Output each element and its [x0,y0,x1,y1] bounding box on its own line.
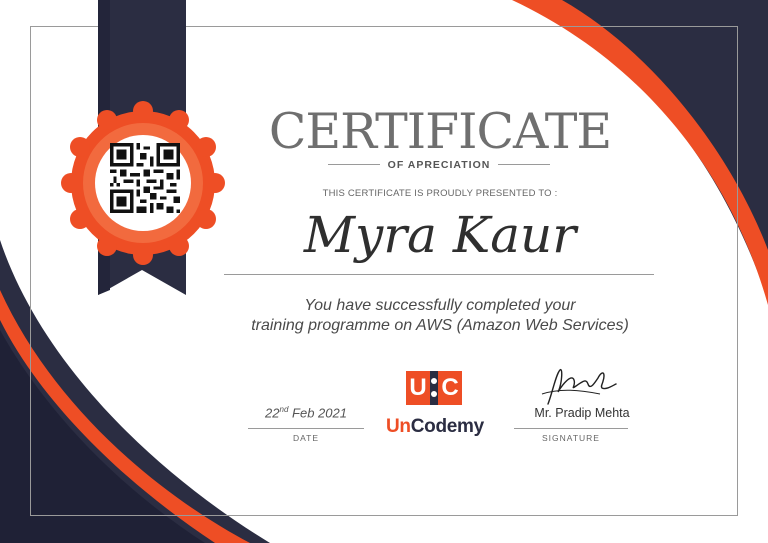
brand-un: Un [386,416,411,437]
logo-dot-bottom [431,391,437,397]
signer-name: Mr. Pradip Mehta [534,406,630,420]
certificate-description [200,296,680,336]
logo-separator [430,371,438,405]
subtitle-row [328,158,550,172]
description-line-1: You have successfully completed your [304,297,576,314]
signature-label: SIGNATURE [542,433,600,443]
certificate-subtitle: OF APRECIATION [387,159,491,171]
date-rule [248,428,364,429]
description-line-2: training programme on AWS (Amazon Web Services) [251,317,629,334]
signature-rule [514,428,628,429]
logo-u-box: U [406,371,430,405]
presented-to-text: THIS CERTIFICATE IS PROUDLY PRESENTED TO : [322,188,558,199]
date-day: 22 [265,405,280,421]
handwritten-signature [530,364,620,412]
name-underline [224,274,654,275]
logo-c-box: C [438,371,462,405]
brand-name [386,416,484,438]
date-month-year: Feb 2021 [288,405,347,421]
qr-code-icon [110,143,180,213]
date-suffix: nd [279,405,289,414]
logo-dot-top [431,378,437,384]
issue-date [248,405,364,420]
subtitle-right-rule [498,164,550,165]
recipient-name: Myra Kaur [303,206,577,264]
certificate-title: CERTIFICATE [268,103,612,160]
date-label: DATE [292,433,320,443]
brand-codemy: Codemy [410,416,484,437]
